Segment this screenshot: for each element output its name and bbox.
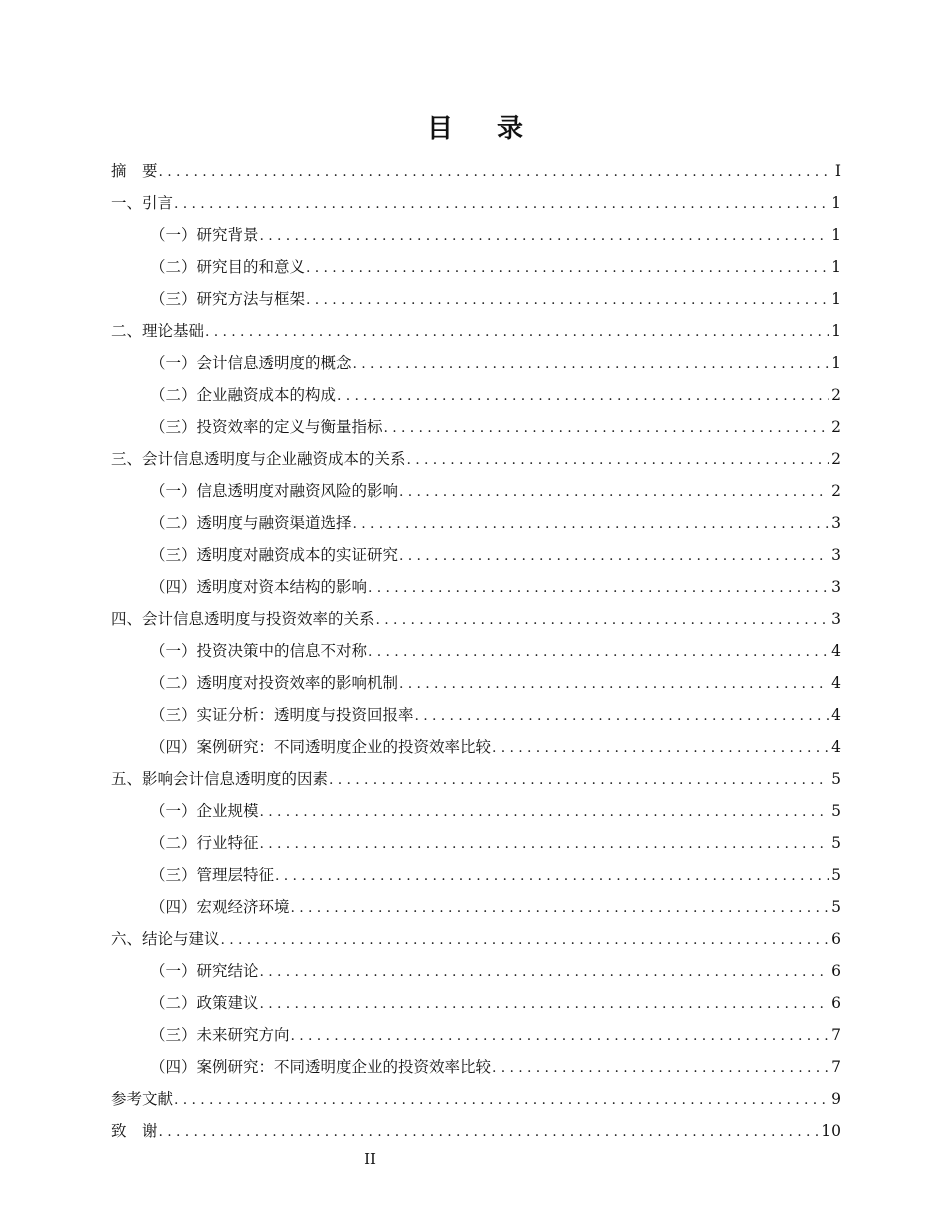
toc-entry-label: 参考文献: [111, 1090, 174, 1108]
toc-entry-label: （一）信息透明度对融资风险的影响: [150, 482, 399, 500]
toc-entry-label: （二）政策建议: [150, 994, 259, 1012]
toc-leader-dots: [174, 188, 829, 220]
toc-entry-ch4-s1[interactable]: [111, 635, 841, 667]
toc-entry-page: 4: [831, 706, 841, 724]
toc-entry-page: 9: [831, 1090, 841, 1108]
toc-entry-page: 3: [831, 546, 841, 564]
toc-entry-page: 5: [831, 866, 841, 884]
toc-entry-ch6-s3[interactable]: [111, 1019, 841, 1051]
toc-entry-ch5-s2[interactable]: [111, 827, 841, 859]
title-char-1: 目: [426, 114, 453, 144]
toc-entry-page: 3: [831, 514, 841, 532]
toc-entry-ch5-s3[interactable]: [111, 859, 841, 891]
toc-entry-ch1-s3[interactable]: [111, 283, 841, 315]
toc-entry-label: （四）案例研究：不同透明度企业的投资效率比较: [150, 1058, 492, 1076]
toc-leader-dots: [221, 924, 830, 956]
toc-entry-ch5-s1[interactable]: [111, 795, 841, 827]
toc-entry-ch2[interactable]: [111, 315, 841, 347]
toc-leader-dots: [260, 796, 830, 828]
toc-leader-dots: [368, 636, 829, 668]
toc-leader-dots: [337, 380, 829, 412]
toc-entry-ch6[interactable]: [111, 923, 841, 955]
toc-leader-dots: [399, 476, 829, 508]
toc-leader-dots: [353, 508, 830, 540]
toc-entry-page: 4: [831, 674, 841, 692]
toc-entry-ch4-s3[interactable]: [111, 699, 841, 731]
toc-entry-page: 1: [831, 290, 841, 308]
toc-entry-label: （四）案例研究：不同透明度企业的投资效率比较: [150, 738, 492, 756]
toc-entry-label: （二）透明度与融资渠道选择: [150, 514, 352, 532]
toc-entry-label: （一）投资决策中的信息不对称: [150, 642, 368, 660]
toc-leader-dots: [260, 828, 830, 860]
toc-leader-dots: [205, 316, 829, 348]
toc-leader-dots: [174, 1084, 829, 1116]
toc-entry-ch5[interactable]: [111, 763, 841, 795]
toc-leader-dots: [399, 668, 829, 700]
page-number: II: [364, 1150, 376, 1168]
toc-entry-label: （二）研究目的和意义: [150, 258, 306, 276]
toc-entry-page: 2: [831, 482, 841, 500]
toc-leader-dots: [291, 892, 830, 924]
toc-entry-references[interactable]: [111, 1083, 841, 1115]
toc-entry-abstract[interactable]: [111, 155, 841, 187]
toc-entry-label: （三）研究方法与框架: [150, 290, 306, 308]
toc-entry-page: 1: [831, 194, 841, 212]
toc-entry-label: （三）管理层特征: [150, 866, 275, 884]
toc-entry-label: （四）宏观经济环境: [150, 898, 290, 916]
toc-leader-dots: [384, 412, 830, 444]
toc-leader-dots: [260, 956, 830, 988]
toc-entry-label: （三）实证分析：透明度与投资回报率: [150, 706, 414, 724]
toc-entry-label: （一）会计信息透明度的概念: [150, 354, 352, 372]
toc-entry-label: 六、结论与建议: [111, 930, 220, 948]
toc-entry-label: 五、影响会计信息透明度的因素: [111, 770, 329, 788]
toc-entry-page: 5: [831, 834, 841, 852]
toc-entry-label: （二）企业融资成本的构成: [150, 386, 337, 404]
toc-entry-ch2-s3[interactable]: [111, 411, 841, 443]
toc-entry-page: 2: [831, 450, 841, 468]
toc-entry-page: 2: [831, 418, 841, 436]
toc-entry-page: 7: [831, 1058, 841, 1076]
toc-leader-dots: [376, 604, 830, 636]
toc-entry-page: 1: [831, 354, 841, 372]
toc-entry-page: 6: [831, 962, 841, 980]
toc-leader-dots: [399, 540, 829, 572]
toc-leader-dots: [306, 284, 829, 316]
toc-entry-page: 1: [831, 258, 841, 276]
toc-leader-dots: [329, 764, 829, 796]
toc-entry-ch3-s3[interactable]: [111, 539, 841, 571]
toc-entry-label: 三、会计信息透明度与企业融资成本的关系: [111, 450, 406, 468]
toc-leader-dots: [353, 348, 830, 380]
toc-entry-label: （一）研究背景: [150, 226, 259, 244]
toc-entry-label: 一、引言: [111, 194, 174, 212]
toc-entry-ch6-s4[interactable]: [111, 1051, 841, 1083]
toc-leader-dots: [368, 572, 829, 604]
toc-entry-page: 5: [831, 770, 841, 788]
toc-entry-page: 3: [831, 610, 841, 628]
toc-entry-label: 致 谢: [111, 1122, 158, 1140]
toc-leader-dots: [260, 988, 830, 1020]
toc-entry-ch3-s4[interactable]: [111, 571, 841, 603]
toc-entry-ch6-s1[interactable]: [111, 955, 841, 987]
toc-leader-dots: [407, 444, 830, 476]
toc-entry-ch3[interactable]: [111, 443, 841, 475]
table-of-contents: [111, 155, 841, 1147]
toc-entry-page: 7: [831, 1026, 841, 1044]
toc-entry-page: I: [834, 162, 841, 180]
toc-entry-acknowledgements[interactable]: [111, 1115, 841, 1147]
toc-leader-dots: [275, 860, 829, 892]
toc-entry-label: （四）透明度对资本结构的影响: [150, 578, 368, 596]
toc-leader-dots: [415, 700, 830, 732]
toc-entry-ch2-s2[interactable]: [111, 379, 841, 411]
toc-entry-ch6-s2[interactable]: [111, 987, 841, 1019]
toc-entry-label: （三）投资效率的定义与衡量指标: [150, 418, 383, 436]
toc-entry-ch3-s1[interactable]: [111, 475, 841, 507]
toc-entry-label: （三）透明度对融资成本的实证研究: [150, 546, 399, 564]
toc-leader-dots: [159, 156, 833, 188]
toc-entry-page: 10: [821, 1122, 841, 1140]
toc-entry-page: 5: [831, 802, 841, 820]
toc-entry-ch5-s4[interactable]: [111, 891, 841, 923]
toc-entry-page: 1: [831, 322, 841, 340]
toc-entry-ch1-s2[interactable]: [111, 251, 841, 283]
toc-leader-dots: [306, 252, 829, 284]
toc-leader-dots: [492, 1052, 829, 1084]
toc-entry-label: 摘 要: [111, 162, 158, 180]
toc-entry-label: （二）行业特征: [150, 834, 259, 852]
toc-leader-dots: [492, 732, 829, 764]
toc-entry-page: 4: [831, 642, 841, 660]
toc-entry-ch4[interactable]: [111, 603, 841, 635]
toc-entry-label: （一）研究结论: [150, 962, 259, 980]
toc-entry-label: 四、会计信息透明度与投资效率的关系: [111, 610, 375, 628]
toc-entry-ch4-s2[interactable]: [111, 667, 841, 699]
toc-entry-label: 二、理论基础: [111, 322, 205, 340]
toc-entry-page: 4: [831, 738, 841, 756]
toc-leader-dots: [260, 220, 830, 252]
toc-entry-page: 1: [831, 226, 841, 244]
page-title: [0, 108, 950, 145]
toc-entry-page: 6: [831, 930, 841, 948]
toc-entry-label: （二）透明度对投资效率的影响机制: [150, 674, 399, 692]
toc-entry-ch2-s1[interactable]: [111, 347, 841, 379]
toc-leader-dots: [159, 1116, 820, 1148]
toc-entry-label: （一）企业规模: [150, 802, 259, 820]
toc-entry-page: 5: [831, 898, 841, 916]
toc-entry-ch1-s1[interactable]: [111, 219, 841, 251]
toc-entry-label: （三）未来研究方向: [150, 1026, 290, 1044]
toc-entry-page: 6: [831, 994, 841, 1012]
toc-entry-ch1[interactable]: [111, 187, 841, 219]
title-char-2: 录: [497, 114, 524, 144]
toc-entry-page: 3: [831, 578, 841, 596]
toc-entry-ch3-s2[interactable]: [111, 507, 841, 539]
toc-entry-page: 2: [831, 386, 841, 404]
toc-entry-ch4-s4[interactable]: [111, 731, 841, 763]
toc-leader-dots: [291, 1020, 830, 1052]
